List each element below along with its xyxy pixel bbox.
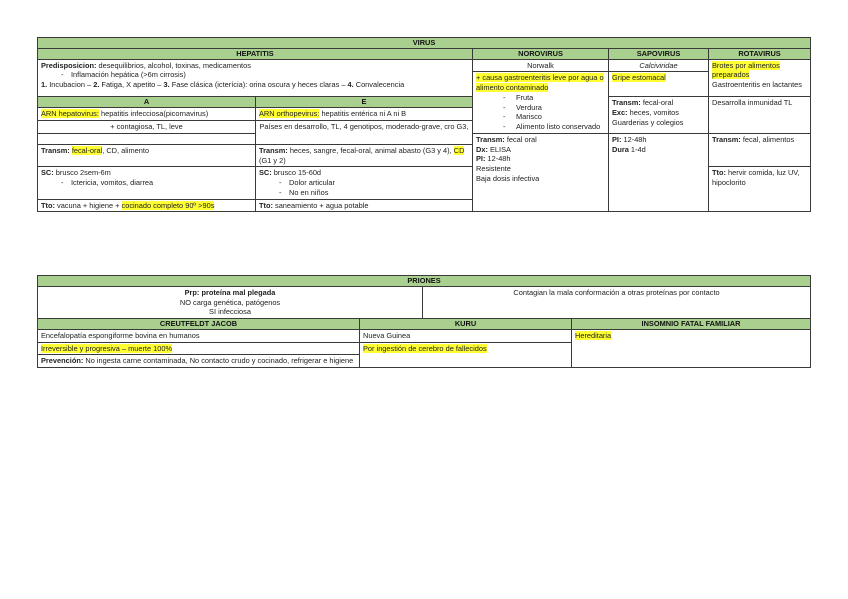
sapovirus-name: Calciviridae xyxy=(609,59,709,72)
hep-e-arn: ARN orthopevirus: hepatitis entérica ni A ni B xyxy=(256,108,473,121)
sapovirus-transm: Transm: fecal-oral Exc: heces, vomitos Guarderias y colegios xyxy=(609,97,709,134)
hep-e-header: E xyxy=(256,97,473,108)
hep-e-sc: SC: brusco 15-60d - Dolor articular - No en niños xyxy=(256,167,473,199)
rotavirus-transm: Transm: fecal, alimentos xyxy=(709,133,811,167)
hepatitis-overview xyxy=(38,59,473,97)
prp-cell: Prp: proteína mal plegada NO carga genética, patógenos SI infecciosa xyxy=(38,286,423,318)
noro-item-fruta: - Fruta xyxy=(476,93,605,103)
hep-a-transm: Transm: fecal-oral, CD, alimento xyxy=(38,144,256,167)
priones-table xyxy=(37,275,811,368)
hep-a-header: A xyxy=(38,97,256,108)
rotavirus-intro: Brotes por alimentos preparados Gastroenteritis en lactantes xyxy=(709,59,811,97)
hep-e-transm: Transm: heces, sangre, fecal-oral, animal abasto (G3 y 4), CD (G1 y 2) xyxy=(256,144,473,167)
norovirus-details: Transm: fecal oral Dx: ELISA PI: 12-48h Resistente Baja dosis infectiva xyxy=(473,133,609,212)
col-hepatitis: HEPATITIS xyxy=(38,48,473,59)
col-sapovirus: SAPOVIRUS xyxy=(609,48,709,59)
hep-a-contagiosa: + contagiosa, TL, leve xyxy=(38,120,256,133)
norovirus-name: Norwalk xyxy=(473,59,609,72)
priones-title: PRIONES xyxy=(38,276,811,287)
virus-table xyxy=(37,37,811,212)
cj-prevencion: Prevención: No ingesta carne contaminada, No contacto crudo y cocinado, refrigerar e higiene xyxy=(38,355,360,368)
col-kuru: KURU xyxy=(360,319,572,330)
hep-e-paises: Países en desarrollo, TL, 4 genotipos, moderado-grave, cro G3, xyxy=(256,120,473,144)
rotavirus-tto: Tto: hervir comida, luz UV, hipoclorito xyxy=(709,167,811,212)
rotavirus-inmunidad: Desarrolla inmunidad TL xyxy=(709,97,811,134)
col-norovirus: NOROVIRUS xyxy=(473,48,609,59)
hep-a-arn: ARN hepatovirus: hepatitis infecciosa(picornavirus) xyxy=(38,108,256,121)
contagian-cell: Contagian la mala conformación a otras proteínas por contacto xyxy=(423,286,811,318)
col-rotavirus: ROTAVIRUS xyxy=(709,48,811,59)
hep-a-sc: SC: brusco 2sem-6m - Ictericia, vomitos, diarrea xyxy=(38,167,256,199)
hep-a-spacer xyxy=(38,133,256,144)
hep-e-tto: Tto: saneamiento + agua potable xyxy=(256,199,473,212)
inflamacion-item: - Inflamación hepática (>6m cirrosis) xyxy=(41,70,469,80)
col-insomnio: INSOMNIO FATAL FAMILIAR xyxy=(572,319,811,330)
kuru-ingestion: Por ingestión de cerebro de fallecidos xyxy=(360,342,572,368)
col-creutfeldt-jacob: CREUTFELDT JACOB xyxy=(38,319,360,330)
noro-item-alimento: - Alimento listo conservado xyxy=(476,122,605,132)
kuru-nueva-guinea: Nueva Guinea xyxy=(360,329,572,342)
sapovirus-pi: PI: 12-48h Dura 1-4d xyxy=(609,133,709,212)
hep-a-tto: Tto: vacuna + higiene + cocinado completo 90º >90s xyxy=(38,199,256,212)
cj-irreversible: Irreversible y progresiva – muerte 100% xyxy=(38,342,360,355)
noro-item-verdura: - Verdura xyxy=(476,103,605,113)
predisposicion: Predisposicion: desequilibrios, alcohol, toxinas, medicamentos xyxy=(41,60,251,70)
sapovirus-gripe: Gripe estomacal xyxy=(609,72,709,97)
hepatitis-phases: 1. Incubacion – 2. Fatiga, X apetito – 3. Fase clásica (icterícia): orina oscura y heces claras – 4. Convalecencia xyxy=(41,80,405,90)
insomnio-hereditaria: Hereditaria xyxy=(572,329,811,367)
norovirus-causa: + causa gastroenteritis leve por agua o alimento contaminado - Fruta - Verdura - Marisco - Alimento listo conservado xyxy=(473,72,609,134)
cj-encefalo: Encefalopatía espongiforme bovina en humanos xyxy=(38,329,360,342)
noro-item-marisco: - Marisco xyxy=(476,112,605,122)
virus-title: VIRUS xyxy=(38,38,811,49)
